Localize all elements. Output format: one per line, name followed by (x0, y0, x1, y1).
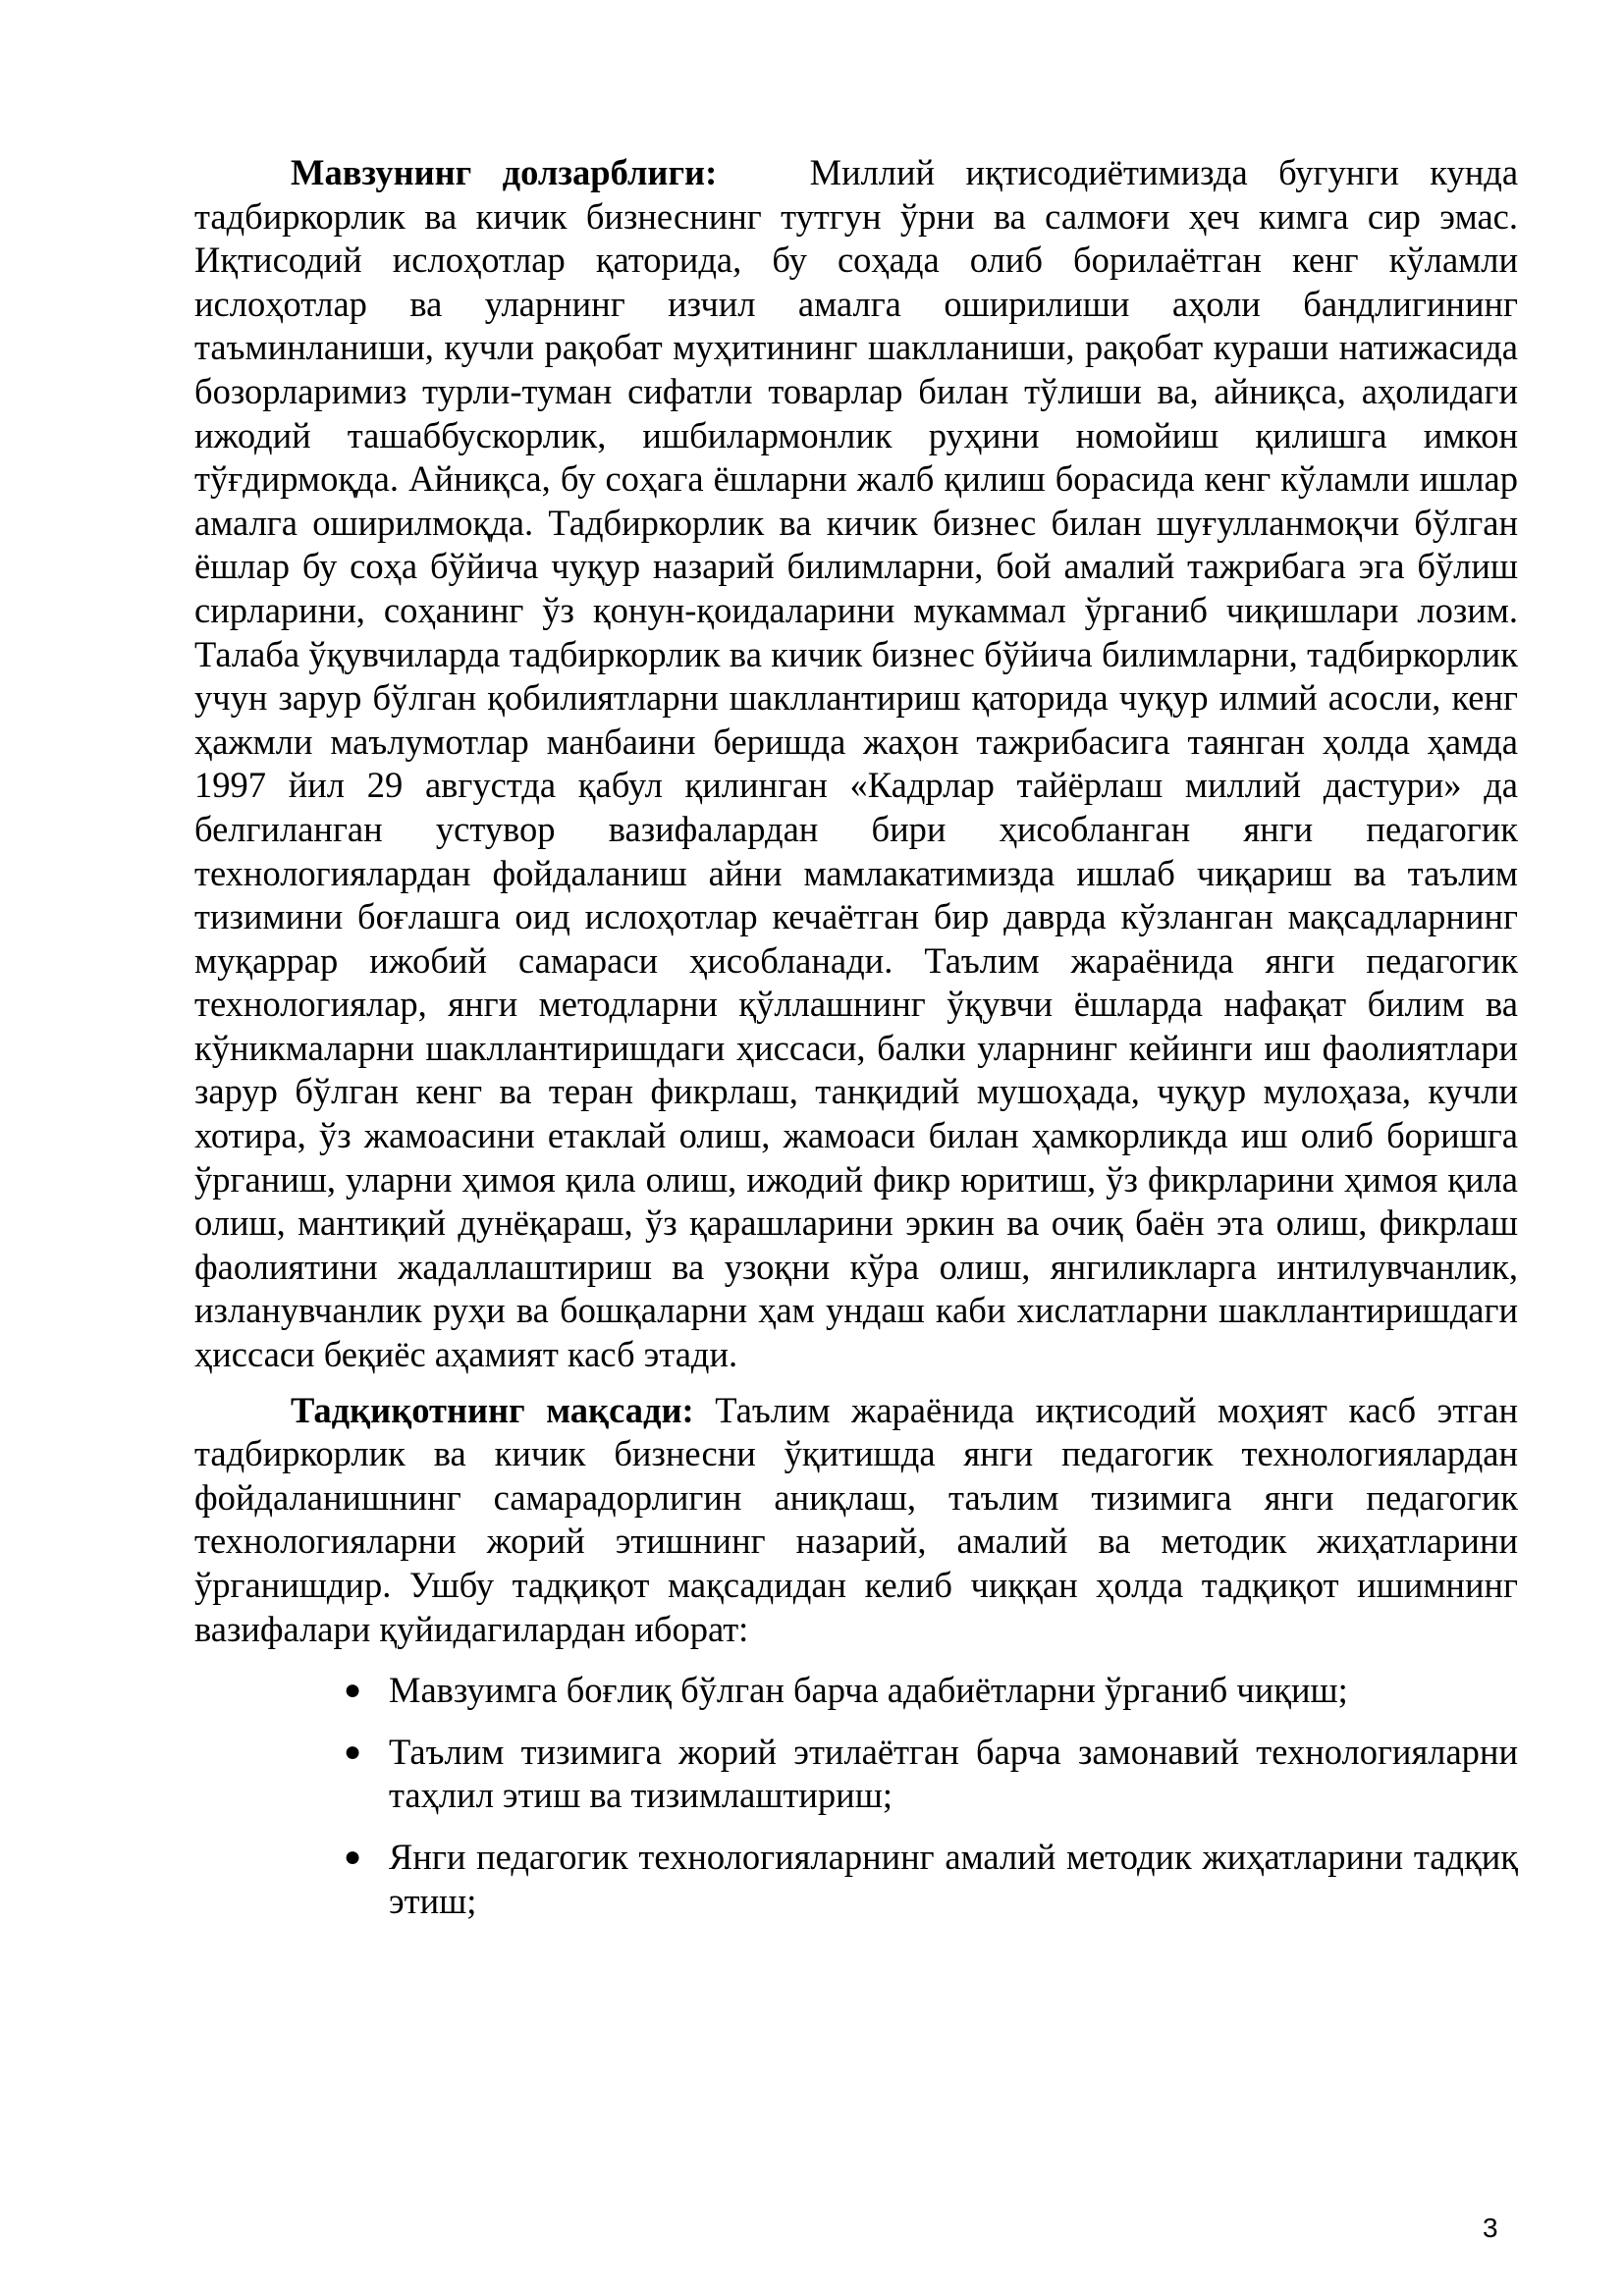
relevance-heading: Мавзунинг долзарблиги: (291, 152, 718, 192)
task-text: Янги педагогик технологияларнинг амалий методик жиҳатларини тадқиқ этиш; (389, 1836, 1518, 1921)
purpose-paragraph (194, 1389, 1518, 1652)
document-page (194, 151, 1518, 1941)
task-text: Мавзуимга боғлиқ бўлган барча адабиётларни ўрганиб чиқиш; (389, 1670, 1348, 1711)
bullet-icon: ● (344, 1840, 362, 1873)
page-number: 3 (1483, 2213, 1498, 2243)
list-item (344, 1836, 1518, 1923)
task-text: Таълим тизимига жорий этилаётган барча замонавий технологияларни таҳлил этиш ва тизимлаштириш; (389, 1731, 1518, 1816)
task-list (194, 1669, 1518, 1923)
relevance-paragraph (194, 151, 1518, 1377)
bullet-icon: ● (344, 1674, 362, 1707)
relevance-text: Миллий иқтисодиётимизда бугунги кунда тадбиркорлик ва кичик бизнеснинг тутгун ўрни ва салмоғи ҳеч кимга сир эмас. Иқтисодий ислоҳотлар қаторида, бу соҳада олиб борилаётган кенг кўламли ислоҳотлар ва уларнинг изчил амалга оширилиши аҳоли бандлигининг таъминланиши, кучли рақобат муҳитининг шаклланиши, рақобат кураши натижасида бозорларимиз турли-туман сифатли товарлар билан тўлиши ва, айниқса, аҳолидаги ижодий ташаббускорлик, ишбилармонлик руҳини номойиш қилишга имкон тўғдирмоқда. Айниқса, бу соҳага ёшларни жалб қилиш борасида кенг кўламли ишлар амалга оширилмоқда. Тадбиркорлик ва кичик бизнес билан шуғулланмоқчи бўлган ёшлар бу соҳа бўйича чуқур назарий билимларни, бой амалий тажрибага эга бўлиш сирларини, соҳанинг ўз қонун-қоидаларини мукаммал ўрганиб чиқишлари лозим. Талаба ўқувчиларда тадбиркорлик ва кичик бизнес бўйича билимларни, тадбиркорлик учун зарур бўлган қобилиятларни шакллантириш қаторида чуқур илмий асосли, кенг ҳажмли маълумотлар манбаини беришда жаҳон тажрибасига таянган ҳолда ҳамда 1997 йил 29 августда қабул қилинган «Кадрлар тайёрлаш миллий дастури» да белгиланган устувор вазифалардан бири ҳисобланган янги педагогик технологиялардан фойдаланиш айни мамлакатимизда ишлаб чиқариш ва таълим тизимини боғлашга оид ислоҳотлар кечаётган бир даврда кўзланган мақсадларнинг муқаррар ижобий самараси ҳисобланади. Таълим жараёнида янги педагогик технологиялар, янги методларни қўллашнинг ўқувчи ёшларда нафақат билим ва кўникмаларни шакллантиришдаги ҳиссаси, балки уларнинг кейинги иш фаолиятлари зарур бўлган кенг ва теран фикрлаш, танқидий мушоҳада, чуқур мулоҳаза, кучли хотира, ўз жамоасини етаклай олиш, жамоаси билан ҳамкорликда иш олиб боришга ўрганиш, уларни ҳимоя қила олиш, ижодий фикр юритиш, ўз фикрларини ҳимоя қила олиш, мантиқий дунёқараш, ўз қарашларини эркин ва очиқ баён эта олиш, фикрлаш фаолиятини жадаллаштириш ва узоқни кўра олиш, янгиликларга интилувчанлик, изланувчанлик руҳи ва бошқаларни ҳам ундаш каби хислатларни шакллантиришдаги ҳиссаси беқиёс аҳамият касб этади. (194, 152, 1519, 1375)
purpose-heading: Тадқиқотнинг мақсади: (291, 1389, 694, 1430)
bullet-icon: ● (344, 1735, 362, 1768)
purpose-text: Таълим жараёнида иқтисодий моҳият касб этган тадбиркорлик ва кичик бизнесни ўқитишда янги педагогик технологиялардан фойдаланишнинг самарадорлигин аниқлаш, таълим тизимига янги педагогик технологияларни жорий этишнинг назарий, амалий ва методик жиҳатларини ўрганишдир. Ушбу тадқиқот мақсадидан келиб чиққан ҳолда тадқиқот ишимнинг вазифалари қуйидагилардан иборат: (194, 1389, 1518, 1649)
list-item (344, 1731, 1518, 1818)
list-item (344, 1669, 1518, 1713)
